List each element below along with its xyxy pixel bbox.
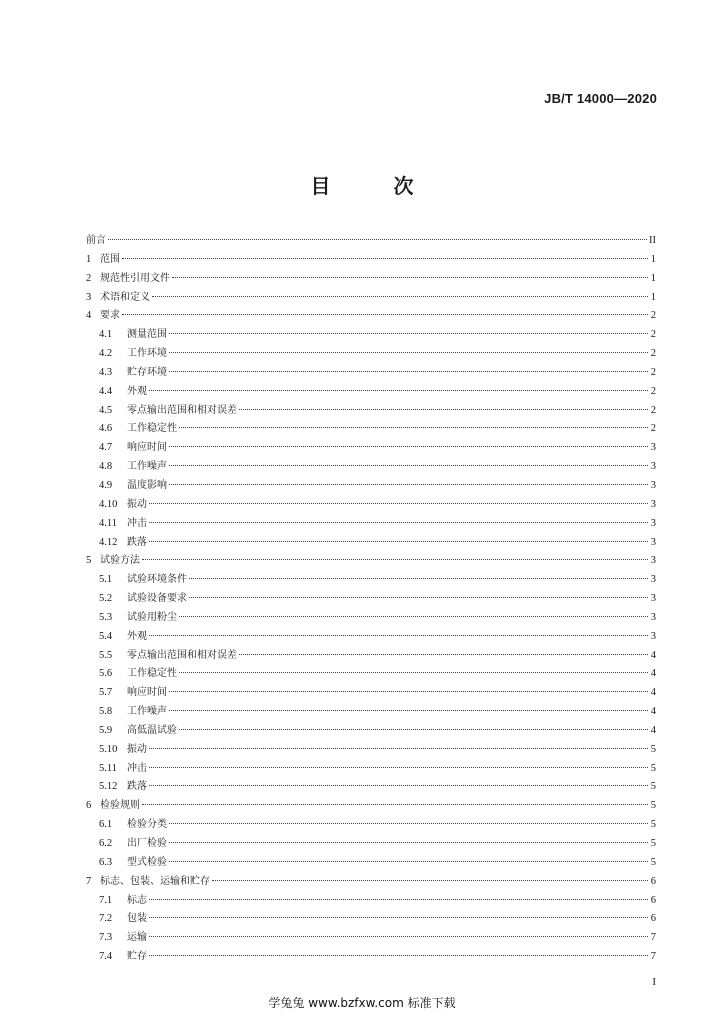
toc-dot-leader [142, 559, 648, 560]
toc-dot-leader [212, 880, 648, 881]
toc-entry-number: 6.1 [99, 819, 113, 831]
toc-dot-leader [149, 748, 648, 749]
toc-entry-page: 3 [650, 630, 656, 642]
toc-entry-label: 外观 [127, 630, 147, 642]
toc-dot-leader [239, 654, 648, 655]
toc-entry-label: 响应时间 [127, 442, 167, 454]
toc-entry-number: 4.8 [99, 461, 113, 473]
toc-entry[interactable] [86, 420, 656, 439]
toc-entry-label: 工作稳定性 [127, 423, 177, 435]
toc-dot-leader [169, 446, 648, 447]
toc-entry-label: 工作稳定性 [127, 668, 177, 680]
toc-entry-number: 5.1 [99, 574, 113, 586]
toc-dot-leader [149, 522, 648, 523]
toc-dot-leader [108, 239, 647, 240]
toc-entry-number: 4.7 [99, 442, 113, 454]
toc-entry-label: 温度影响 [127, 479, 167, 491]
toc-entry-page: 4 [650, 706, 656, 718]
toc-entry[interactable] [86, 684, 656, 703]
toc-entry[interactable] [86, 289, 656, 308]
toc-entry-number: 4.1 [99, 329, 113, 341]
toc-entry[interactable] [86, 364, 656, 383]
toc-entry[interactable] [86, 647, 656, 666]
toc-entry-page: 3 [650, 442, 656, 454]
toc-entry-page: 3 [650, 536, 656, 548]
toc-entry-page: 1 [650, 272, 656, 284]
toc-entry[interactable] [86, 835, 656, 854]
toc-entry-number: 4.4 [99, 385, 113, 397]
toc-entry[interactable] [86, 929, 656, 948]
toc-entry[interactable] [86, 439, 656, 458]
toc-entry-number: 5.9 [99, 724, 113, 736]
toc-entry-page: 6 [650, 875, 656, 887]
toc-entry-page: 3 [650, 498, 656, 510]
toc-entry-label: 测量范围 [127, 329, 167, 341]
page-number: I [652, 976, 656, 988]
toc-entry-label: 冲击 [127, 517, 147, 529]
toc-entry-label: 规范性引用文件 [100, 272, 170, 284]
toc-dot-leader [169, 823, 648, 824]
toc-entry-page: 6 [650, 913, 656, 925]
toc-entry-label: 工作噪声 [127, 706, 167, 718]
toc-entry[interactable] [86, 534, 656, 553]
toc-entry-page: 2 [650, 404, 656, 416]
toc-entry-number: 5.3 [99, 611, 113, 623]
toc-dot-leader [149, 955, 648, 956]
toc-entry-page: 3 [650, 517, 656, 529]
toc-entry-number: 7.1 [99, 894, 113, 906]
toc-entry-number: 2 [86, 272, 92, 284]
toc-entry-number: 4.6 [99, 423, 113, 435]
toc-entry-label: 工作环境 [127, 348, 167, 360]
toc-dot-leader [149, 541, 648, 542]
toc-entry-label: 标志、包装、运输和贮存 [100, 875, 210, 887]
toc-entry-page: 2 [650, 348, 656, 360]
toc-dot-leader [149, 503, 648, 504]
toc-entry-number: 4.2 [99, 348, 113, 360]
toc-entry-label: 高低温试验 [127, 724, 177, 736]
toc-dot-leader [169, 861, 648, 862]
toc-entry-number: 5.8 [99, 706, 113, 718]
toc-dot-leader [149, 767, 648, 768]
toc-entry[interactable] [86, 307, 656, 326]
toc-entry-number: 7.3 [99, 932, 113, 944]
toc-entry-number: 4.5 [99, 404, 113, 416]
toc-entry-number: 1 [86, 253, 92, 265]
toc-dot-leader [179, 672, 648, 673]
toc-entry[interactable] [86, 590, 656, 609]
toc-entry-number: 7 [86, 875, 92, 887]
standard-number: JB/T 14000—2020 [544, 91, 657, 106]
toc-entry-page: 4 [650, 724, 656, 736]
toc-entry-number: 5.2 [99, 593, 113, 605]
toc-dot-leader [149, 917, 648, 918]
toc-dot-leader [122, 314, 648, 315]
toc-entry[interactable] [86, 402, 656, 421]
toc-entry[interactable] [86, 892, 656, 911]
toc-entry[interactable] [86, 873, 656, 892]
toc-entry-page: 7 [650, 951, 656, 963]
toc-entry[interactable] [86, 251, 656, 270]
toc-dot-leader [149, 936, 648, 937]
toc-entry-label: 振动 [127, 498, 147, 510]
toc-entry-page: 3 [650, 611, 656, 623]
toc-entry[interactable] [86, 458, 656, 477]
toc-entry-label: 试验设备要求 [127, 593, 187, 605]
toc-entry[interactable] [86, 571, 656, 590]
toc-entry-number: 6 [86, 800, 92, 812]
toc-entry-page: 2 [650, 366, 656, 378]
toc-dot-leader [149, 390, 648, 391]
toc-entry-page: 2 [650, 310, 656, 322]
toc-entry-label: 跌落 [127, 536, 147, 548]
toc-dot-leader [169, 710, 648, 711]
toc-entry-number: 4.11 [99, 517, 117, 529]
toc-entry[interactable] [86, 609, 656, 628]
page-title: 目 次 [310, 174, 442, 198]
toc-entry-page: 4 [650, 649, 656, 661]
toc-entry-number: 3 [86, 291, 92, 303]
toc-dot-leader [179, 616, 648, 617]
toc-entry-number: 4.10 [99, 498, 118, 510]
toc-dot-leader [122, 258, 648, 259]
toc-entry-page: 5 [650, 800, 656, 812]
toc-dot-leader [172, 277, 648, 278]
toc-entry[interactable] [86, 552, 656, 571]
toc-entry[interactable] [86, 628, 656, 647]
toc-entry-label: 检验规则 [100, 800, 140, 812]
toc-entry-page: 3 [650, 574, 656, 586]
footer-watermark: 学兔兔 www.bzfxw.com 标准下载 [268, 996, 456, 1010]
toc-entry-number: 5.6 [99, 668, 113, 680]
toc-entry-page: II [649, 235, 656, 246]
toc-entry-number: 4.3 [99, 366, 113, 378]
toc-entry[interactable] [86, 232, 656, 251]
toc-entry[interactable] [86, 797, 656, 816]
toc-entry-label: 振动 [127, 743, 147, 755]
toc-entry-label: 工作噪声 [127, 461, 167, 473]
toc-entry-number: 6.2 [99, 838, 113, 849]
toc-entry[interactable] [86, 270, 656, 289]
toc-entry-label: 跌落 [127, 781, 147, 793]
toc-entry-label: 响应时间 [127, 687, 167, 699]
toc-entry-label: 试验用粉尘 [127, 611, 177, 623]
toc-entry-page: 1 [650, 291, 656, 303]
toc-entry-page: 2 [650, 423, 656, 435]
toc-entry[interactable] [86, 722, 656, 741]
toc-entry-label: 要求 [100, 310, 120, 322]
toc-entry-number: 5.11 [99, 762, 117, 774]
toc-entry-label: 包装 [127, 913, 147, 925]
toc-entry[interactable] [86, 760, 656, 779]
toc-entry-label: 出厂检验 [127, 838, 167, 849]
toc-entry[interactable] [86, 515, 656, 534]
toc-entry-page: 1 [650, 253, 656, 265]
toc-entry-page: 3 [650, 593, 656, 605]
toc-entry-label: 试验方法 [100, 555, 140, 567]
toc-entry[interactable] [86, 345, 656, 364]
toc-entry-page: 3 [650, 461, 656, 473]
toc-entry-page: 5 [650, 781, 656, 793]
toc-dot-leader [169, 333, 648, 334]
toc-entry-page: 6 [650, 894, 656, 906]
toc-dot-leader [169, 371, 648, 372]
toc-entry-label: 范围 [100, 253, 120, 265]
toc-entry-page: 5 [650, 819, 656, 831]
toc-entry-number: 4 [86, 310, 92, 322]
toc-entry-number: 5.7 [99, 687, 113, 699]
toc-entry-page: 5 [650, 743, 656, 755]
toc-entry-page: 4 [650, 687, 656, 699]
toc-entry[interactable] [86, 854, 656, 873]
toc-dot-leader [239, 409, 648, 410]
toc-entry-label: 贮存环境 [127, 366, 167, 378]
toc-dot-leader [169, 465, 648, 466]
toc-entry[interactable] [86, 778, 656, 797]
toc-entry[interactable] [86, 703, 656, 722]
toc-dot-leader [142, 804, 648, 805]
toc-entry[interactable] [86, 383, 656, 402]
toc-entry-number: 5.4 [99, 630, 113, 642]
toc-entry-page: 4 [650, 668, 656, 680]
toc-entry-label: 型式检验 [127, 856, 167, 868]
toc-entry[interactable] [86, 910, 656, 929]
toc-dot-leader [179, 427, 648, 428]
toc-entry-label: 检验分类 [127, 819, 167, 831]
toc-dot-leader [149, 785, 648, 786]
toc-entry[interactable] [86, 477, 656, 496]
toc-dot-leader [169, 484, 648, 485]
toc-entry-number: 5.12 [99, 781, 118, 793]
toc-entry-label: 标志 [127, 894, 147, 906]
toc-entry-number: 4.9 [99, 479, 113, 491]
toc-dot-leader [189, 597, 648, 598]
toc-entry-number: 5 [86, 555, 92, 567]
toc-entry[interactable] [86, 326, 656, 345]
toc-entry-label: 外观 [127, 385, 147, 397]
toc-entry-label: 贮存 [127, 951, 147, 963]
toc-dot-leader [169, 842, 648, 843]
toc-entry-page: 7 [650, 932, 656, 944]
toc-dot-leader [169, 352, 648, 353]
toc-dot-leader [179, 729, 648, 730]
toc-entry-page: 5 [650, 838, 656, 849]
toc-entry[interactable] [86, 665, 656, 684]
toc-entry-label: 试验环境条件 [127, 574, 187, 586]
toc-entry-page: 5 [650, 762, 656, 774]
toc-entry-label: 冲击 [127, 762, 147, 774]
toc-entry-number: 5.10 [99, 743, 118, 755]
toc-entry-page: 3 [650, 555, 656, 567]
toc-entry-page: 2 [650, 329, 656, 341]
toc-entry[interactable] [86, 741, 656, 760]
toc-dot-leader [149, 635, 648, 636]
toc-entry-label: 运输 [127, 932, 147, 944]
toc-entry[interactable] [86, 948, 656, 967]
toc-entry-number: 4.12 [99, 536, 118, 548]
toc-entry-number: 7.4 [99, 951, 113, 963]
toc-entry-page: 3 [650, 479, 656, 491]
toc-entry[interactable] [86, 496, 656, 515]
toc-entry-label: 前言 [86, 235, 106, 246]
toc-dot-leader [189, 578, 648, 579]
toc-entry-number: 5.5 [99, 649, 113, 661]
toc-entry[interactable] [86, 816, 656, 835]
toc-entry-label: 零点输出范围和相对误差 [127, 404, 237, 416]
toc-entry-number: 6.3 [99, 856, 113, 868]
toc-dot-leader [149, 899, 648, 900]
table-of-contents [86, 232, 656, 967]
toc-entry-number: 7.2 [99, 913, 113, 925]
toc-entry-label: 术语和定义 [100, 291, 150, 303]
toc-entry-page: 5 [650, 856, 656, 868]
toc-entry-label: 零点输出范围和相对误差 [127, 649, 237, 661]
toc-dot-leader [169, 691, 648, 692]
toc-dot-leader [152, 296, 648, 297]
toc-entry-page: 2 [650, 385, 656, 397]
